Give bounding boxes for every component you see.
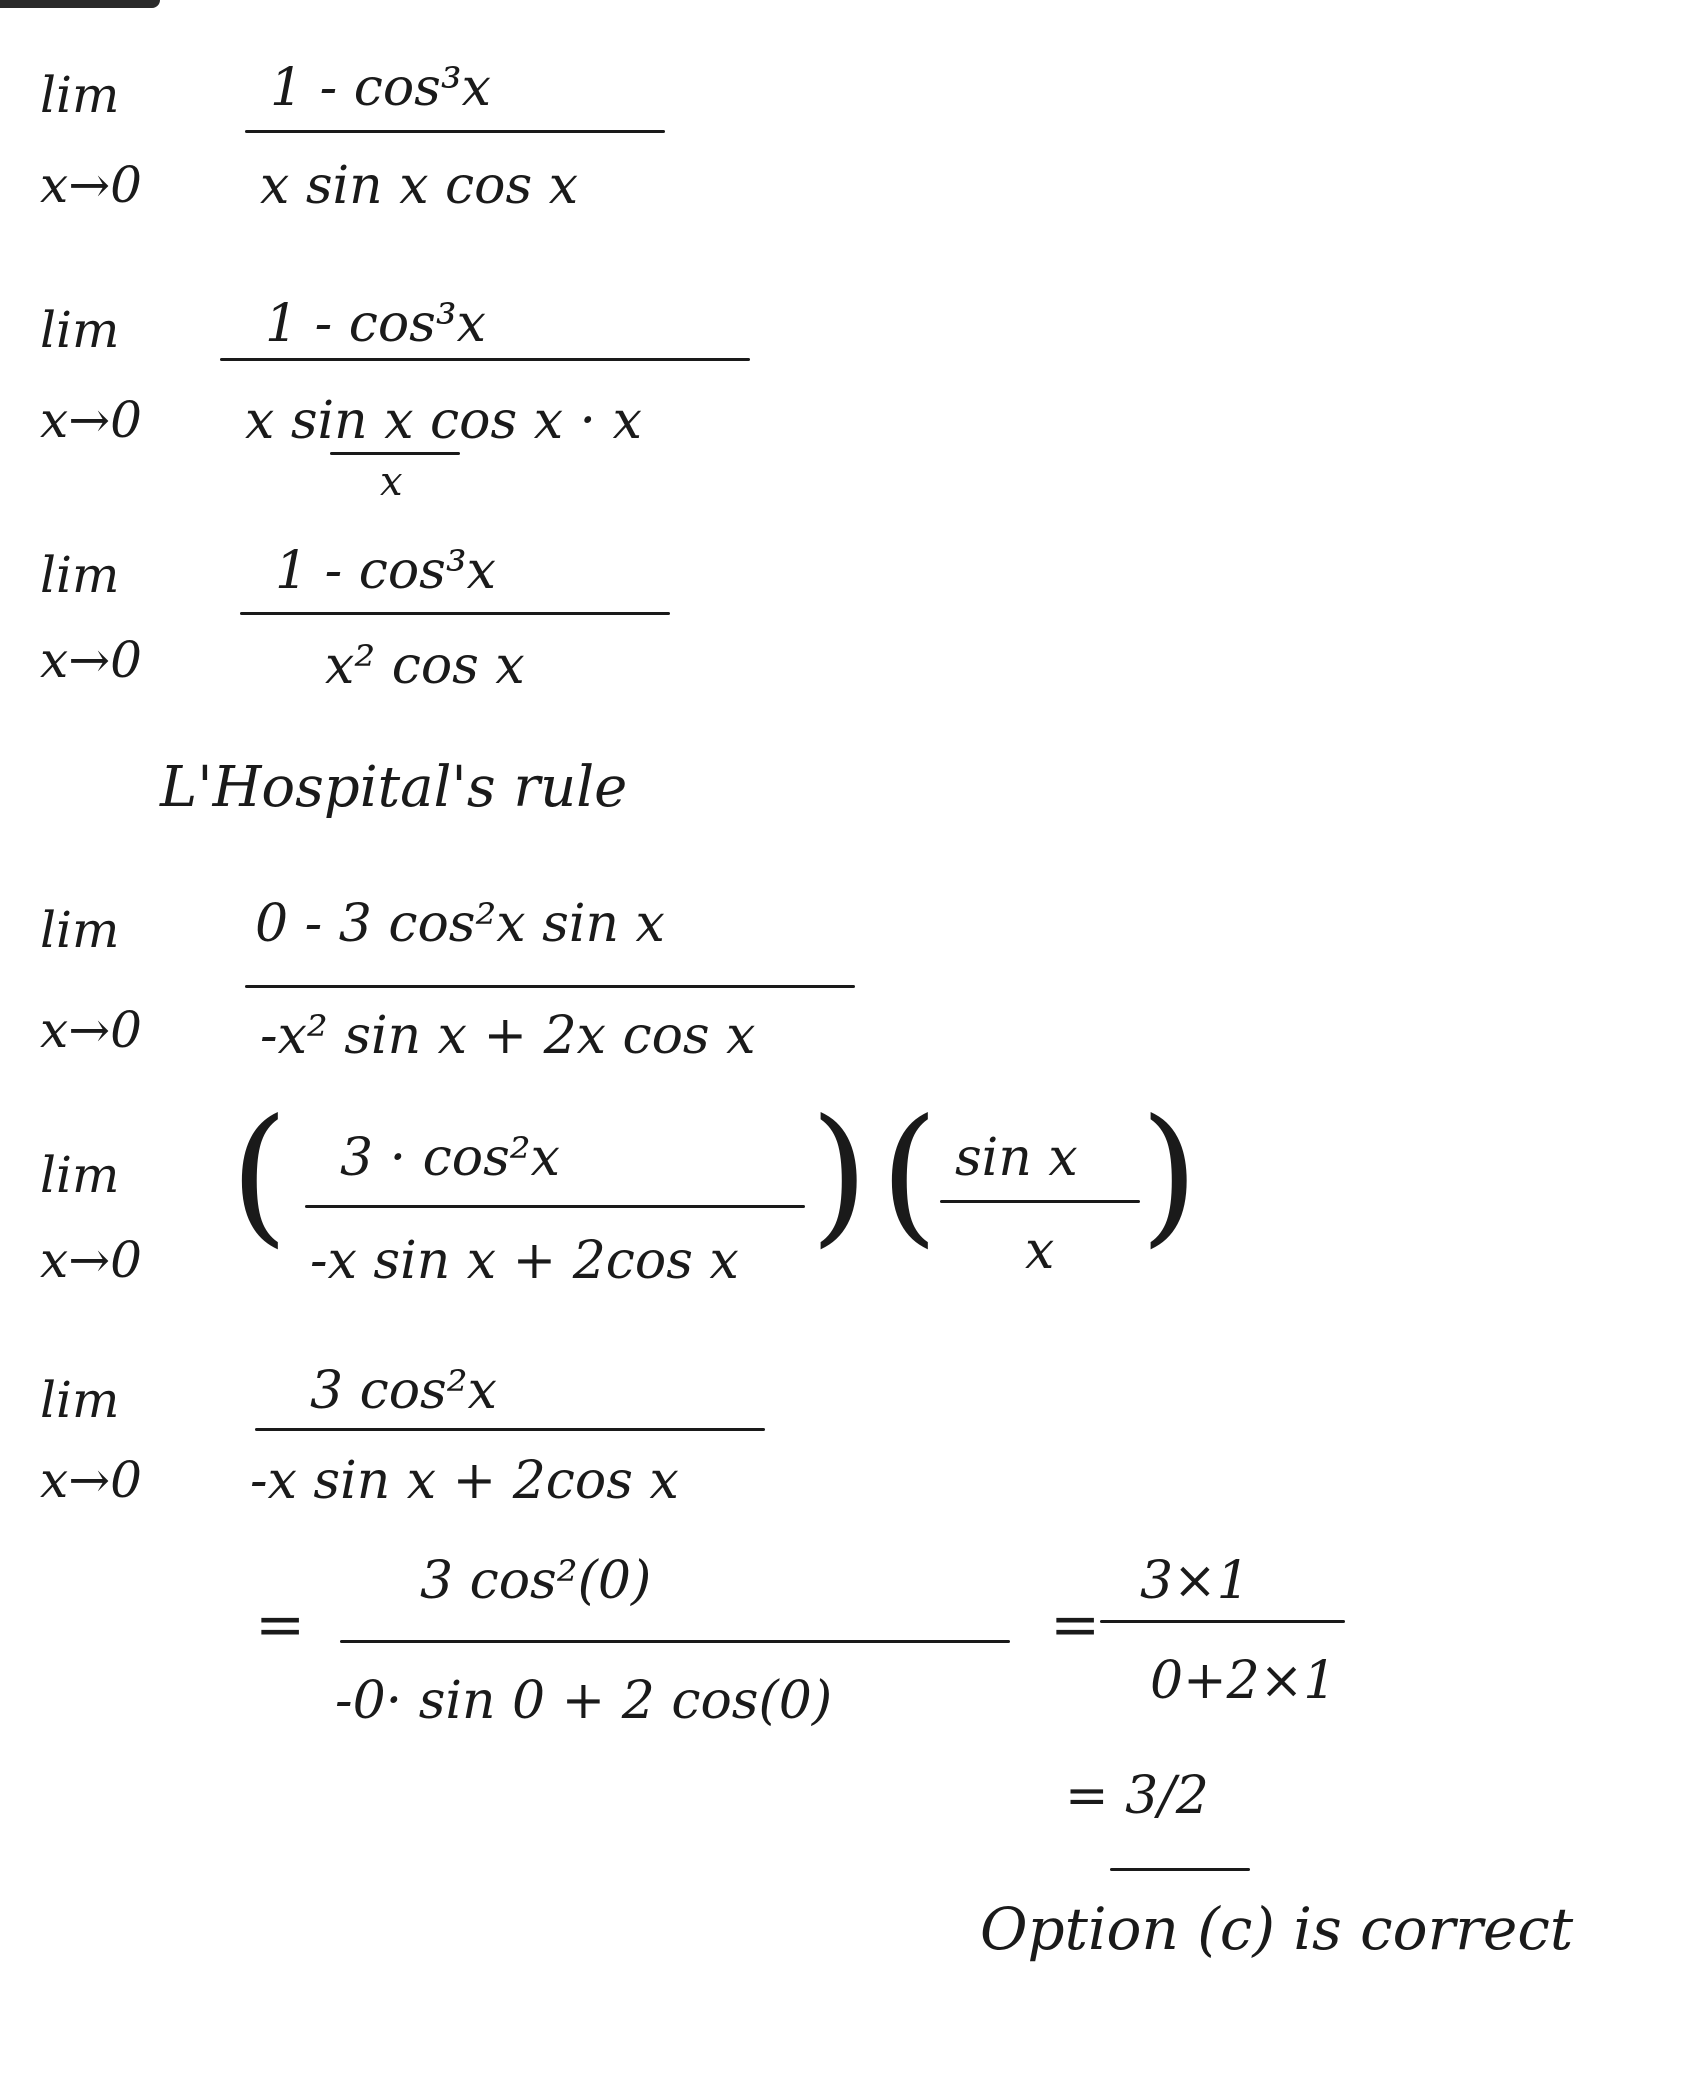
sinx-over-x-bar [330,452,460,455]
approach-label-1: x→0 [40,156,142,214]
close-paren-1: ) [810,1088,869,1262]
lim-label-4: lim [40,901,120,959]
final-result-underline [1110,1868,1250,1871]
eval-fraction-bar [340,1640,1010,1643]
lim-label-6: lim [40,1371,120,1429]
numerator-5: 3 · cos²x [340,1128,560,1188]
conclusion-text: Option (c) is correct [980,1895,1574,1963]
denominator-4: -x² sin x + 2x cos x [260,1006,756,1066]
fraction-bar-3 [240,612,670,615]
fraction-bar-1 [245,130,665,133]
eval-denominator-2: 0+2×1 [1150,1651,1337,1711]
lhospital-rule-note: L'Hospital's rule [160,755,628,820]
denominator-6: -x sin x + 2cos x [250,1451,679,1511]
lim-label-2: lim [40,301,120,359]
fraction-bar-5 [305,1205,805,1208]
denominator-5b: x [1025,1221,1055,1281]
denominator-2: x sin x cos x · x [245,391,642,451]
fraction-bar-5b [940,1200,1140,1203]
numerator-1: 1 - cos³x [270,58,491,118]
numerator-2: 1 - cos³x [265,294,486,354]
close-paren-2: ) [1140,1088,1199,1262]
open-paren-1: ( [230,1088,289,1262]
fraction-bar-4 [245,985,855,988]
final-result: = 3/2 [1065,1766,1209,1826]
eval-numerator-2: 3×1 [1140,1551,1250,1611]
page-edge-shadow [0,0,160,8]
open-paren-2: ( [880,1088,939,1262]
eval-fraction-bar-2 [1100,1620,1345,1623]
approach-label-2: x→0 [40,391,142,449]
lim-label-3: lim [40,546,120,604]
lim-label-5: lim [40,1146,120,1204]
fraction-bar-6 [255,1428,765,1431]
sinx-over-x-denominator: x [380,459,403,505]
numerator-6: 3 cos²x [310,1361,497,1421]
numerator-4: 0 - 3 cos²x sin x [255,894,665,954]
approach-label-6: x→0 [40,1451,142,1509]
denominator-5: -x sin x + 2cos x [310,1231,739,1291]
fraction-bar-2 [220,358,750,361]
eval-denominator: -0· sin 0 + 2 cos(0) [335,1671,833,1731]
approach-label-5: x→0 [40,1231,142,1289]
numerator-5b: sin x [955,1128,1078,1188]
numerator-3: 1 - cos³x [275,541,496,601]
denominator-1: x sin x cos x [260,156,579,216]
denominator-3: x² cos x [325,636,525,696]
approach-label-4: x→0 [40,1001,142,1059]
approach-label-3: x→0 [40,631,142,689]
eval-numerator: 3 cos²(0) [420,1551,652,1611]
equals-sign-2: = [1050,1590,1101,1660]
equals-sign-1: = [255,1590,306,1660]
lim-label-1: lim [40,66,120,124]
